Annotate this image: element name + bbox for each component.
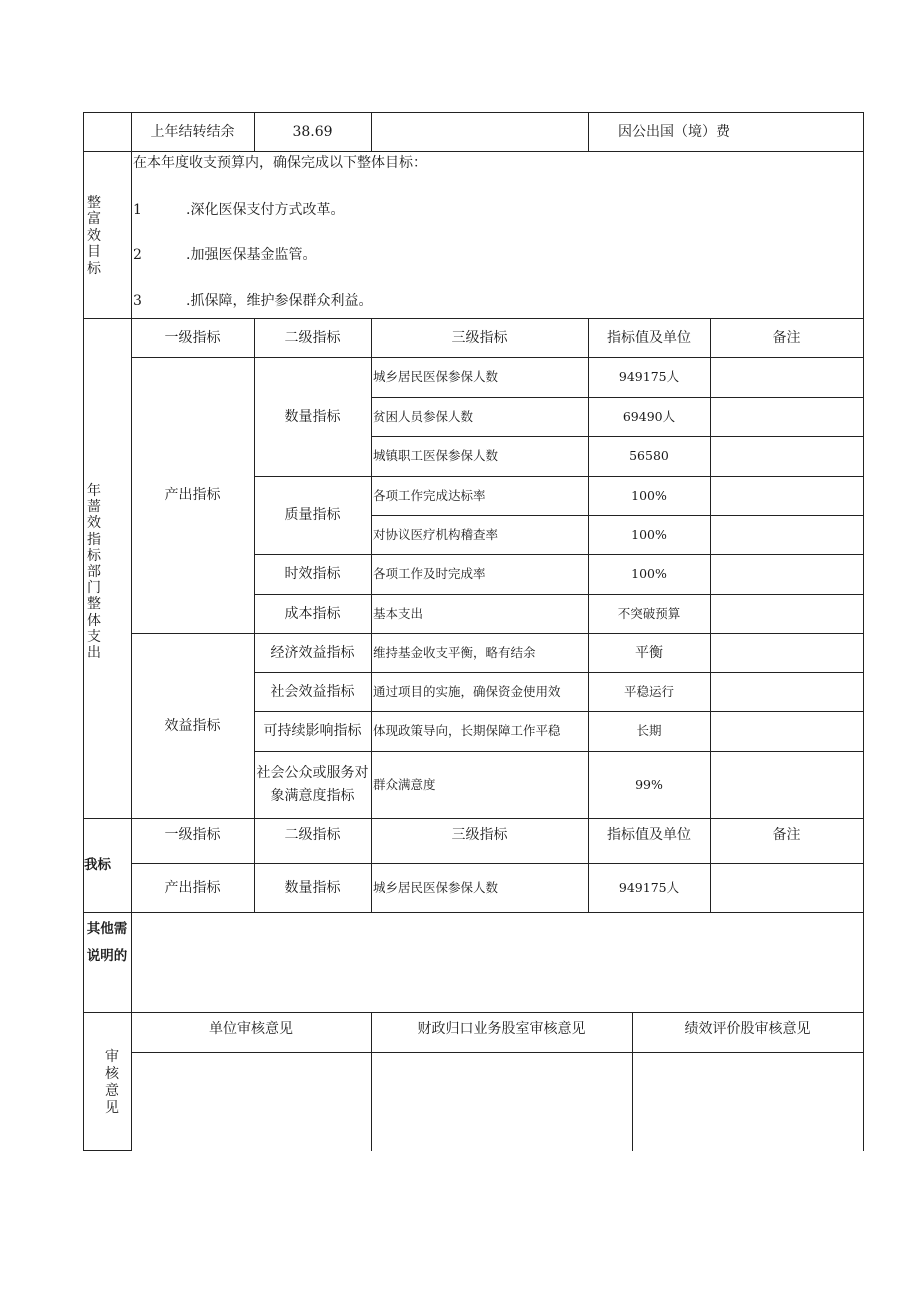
rule: [131, 1052, 864, 1053]
annual-indicators-side-label: 年蔷效指标部门整体支出: [87, 483, 101, 662]
level3-value: 69490人: [622, 408, 676, 424]
my-level1: 产出指标: [164, 879, 221, 896]
level3-value: 100%: [631, 566, 667, 581]
header-level1: 一级指标: [164, 827, 221, 843]
header-level3: 三级指标: [451, 329, 508, 346]
level2-economic: 经济效益指标: [270, 644, 355, 661]
my-level3-name: 城乡居民医保参保人数: [373, 879, 499, 895]
carryover-label: 上年结转结余: [150, 123, 235, 140]
table-border-right: [863, 112, 864, 1151]
level3-name: 城镇职工医保参保人数: [373, 448, 499, 463]
rule: [371, 112, 372, 151]
other-notes-side-label: 其他需说明的: [86, 921, 128, 964]
level3-name: 各项工作及时完成率: [373, 566, 486, 581]
goal-item-text: .深化医保支付方式改革。: [186, 202, 345, 218]
header-value-unit: 指标值及单位: [607, 329, 691, 346]
carryover-value: 38.69: [292, 123, 333, 140]
rule: [83, 151, 864, 152]
level3-value: 平衡: [635, 644, 663, 661]
level3-value: 99%: [635, 776, 663, 792]
level3-value: 56580: [629, 448, 669, 463]
header-remarks: 备注: [772, 329, 801, 346]
level3-value: 平稳运行: [623, 683, 674, 699]
my-indicators-side-label: 我标: [84, 857, 111, 873]
level2-sustainable: 可持续影响指标: [263, 723, 362, 739]
level2-quantity: 数量指标: [284, 408, 341, 425]
header-value-unit: 指标值及单位: [607, 827, 691, 843]
goal-item-text: .抓保障，维护参保群众利益。: [186, 293, 373, 309]
level2-quality: 质量指标: [284, 507, 341, 523]
goal-item-num: 3: [133, 293, 142, 309]
overall-goal-intro: 在本年度收支预算内，确保完成以下整体目标：: [133, 155, 427, 171]
header-level2: 二级指标: [284, 827, 341, 843]
my-level2: 数量指标: [284, 879, 341, 896]
level3-name: 群众满意度: [373, 776, 436, 792]
level3-value: 949175人: [618, 369, 680, 384]
review-finance-header: 财政归口业务股室审核意见: [417, 1021, 586, 1037]
header-remarks: 备注: [772, 827, 801, 843]
level3-name: 通过项目的实施，确保资金使用效: [373, 683, 561, 699]
table-border-left: [83, 112, 84, 1151]
goal-item-text: .加强医保基金监管。: [186, 247, 317, 263]
header-level2: 二级指标: [284, 329, 341, 346]
level3-name: 城乡居民医保参保人数: [373, 369, 499, 384]
level2-cost: 成本指标: [284, 605, 341, 622]
level3-name: 体现政策导向，长期保障工作平稳: [373, 723, 561, 738]
level3-name: 对协议医疗机构稽查率: [373, 526, 499, 542]
review-side-label: 审核意见: [105, 1049, 119, 1116]
table-border-bottom: [83, 1150, 131, 1151]
header-level3: 三级指标: [451, 827, 508, 843]
level1-benefit: 效益指标: [164, 717, 221, 734]
level3-value: 100%: [631, 487, 667, 503]
level3-name: 各项工作完成达标率: [373, 487, 486, 503]
level3-name: 维持基金收支平衡，略有结余: [373, 644, 536, 660]
rule: [83, 912, 864, 913]
level2-satisfaction: 社会公众或服务对象满意度指标: [256, 764, 369, 804]
goal-item-num: 1: [133, 202, 142, 218]
review-performance-header: 绩效评价股审核意见: [684, 1021, 811, 1037]
my-level3-value: 949175人: [618, 879, 680, 895]
level3-value: 长期: [636, 723, 662, 738]
level3-name: 贫困人员参保人数: [373, 408, 474, 424]
level1-output: 产出指标: [164, 487, 221, 503]
goal-item-num: 2: [133, 247, 142, 263]
level3-name: 基本支出: [373, 605, 424, 621]
overall-goal-side-label: 整富效目标: [87, 194, 101, 277]
level2-social: 社会效益指标: [270, 683, 355, 700]
level3-value: 100%: [631, 526, 667, 542]
header-level1: 一级指标: [164, 329, 221, 346]
overseas-label: 因公出国（境）费: [618, 123, 730, 140]
level2-timeliness: 时效指标: [284, 566, 341, 582]
review-unit-header: 单位审核意见: [209, 1021, 293, 1037]
level3-value: 不突破预算: [617, 605, 681, 621]
